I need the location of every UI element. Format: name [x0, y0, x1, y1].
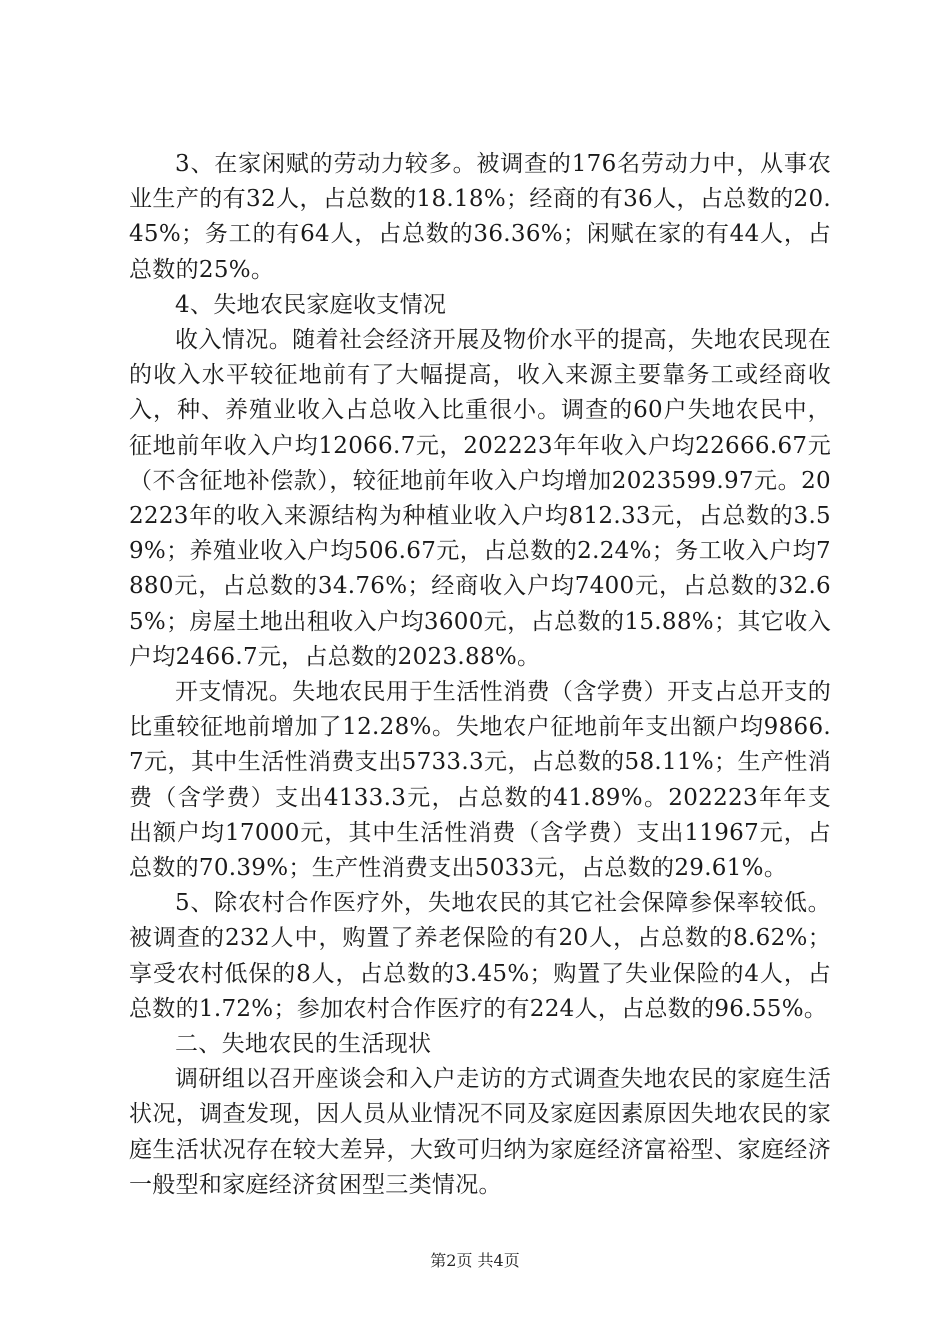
page-body — [129, 147, 831, 1203]
paragraph-labor-force: 3、在家闲赋的劳动力较多。被调查的176名劳动力中，从事农业生产的有32人，占总数的18.18%；经商的有36人，占总数的20.45%；务工的有64人，占总数的36.36%；闲赋在家的有44人，占总数的25%。 — [129, 151, 831, 283]
paragraph-survey-findings: 调研组以召开座谈会和入户走访的方式调查失地农民的家庭生活状况，调查发现，因人员从业情况不同及家庭因素原因失地农民的家庭生活状况存在较大差异，大致可归纳为家庭经济富裕型、家庭经济一般型和家庭经济贫困型三类情况。 — [129, 1066, 831, 1198]
heading-household-income-expense: 4、失地农民家庭收支情况 — [175, 291, 447, 318]
heading-living-status: 二、失地农民的生活现状 — [175, 1031, 432, 1058]
paragraph-income: 收入情况。随着社会经济开展及物价水平的提高，失地农民现在的收入水平较征地前有了大幅提高，收入来源主要靠务工或经商收入，种、养殖业收入占总收入比重很小。调查的60户失地农民中，征地前年收入户均12066.7元，202223年年收入户均22666.67元（不含征地补偿款），较征地前年收入户均增加2023599.97元。202223年的收入来源结构为种植业收入户均812.33元，占总数的3.59%；养殖业收入户均506.67元，占总数的2.24%；务工收入户均7880元，占总数的34.76%；经商收入户均7400元，占总数的32.65%；房屋土地出租收入户均3600元，占总数的15.88%；其它收入户均2466.7元，占总数的2023.88%。 — [129, 327, 831, 670]
paragraph-expenditure: 开支情况。失地农民用于生活性消费（含学费）开支占总开支的比重较征地前增加了12.28%。失地农户征地前年支出额户均9866.7元，其中生活性消费支出5733.3元，占总数的58.11%；生产性消费（含学费）支出4133.3元，占总数的41.89%。202223年年支出额户均17000元，其中生活性消费（含学费）支出11967元，占总数的70.39%；生产性消费支出5033元，占总数的29.61%。 — [129, 679, 831, 882]
page-footer: 第2页 共4页 — [430, 1251, 520, 1270]
paragraph-social-security: 5、除农村合作医疗外，失地农民的其它社会保障参保率较低。被调查的232人中，购置了养老保险的有20人，占总数的8.62%；享受农村低保的8人，占总数的3.45%；购置了失业保险的4人，占总数的1.72%；参加农村合作医疗的有224人，占总数的96.55%。 — [129, 890, 831, 1022]
